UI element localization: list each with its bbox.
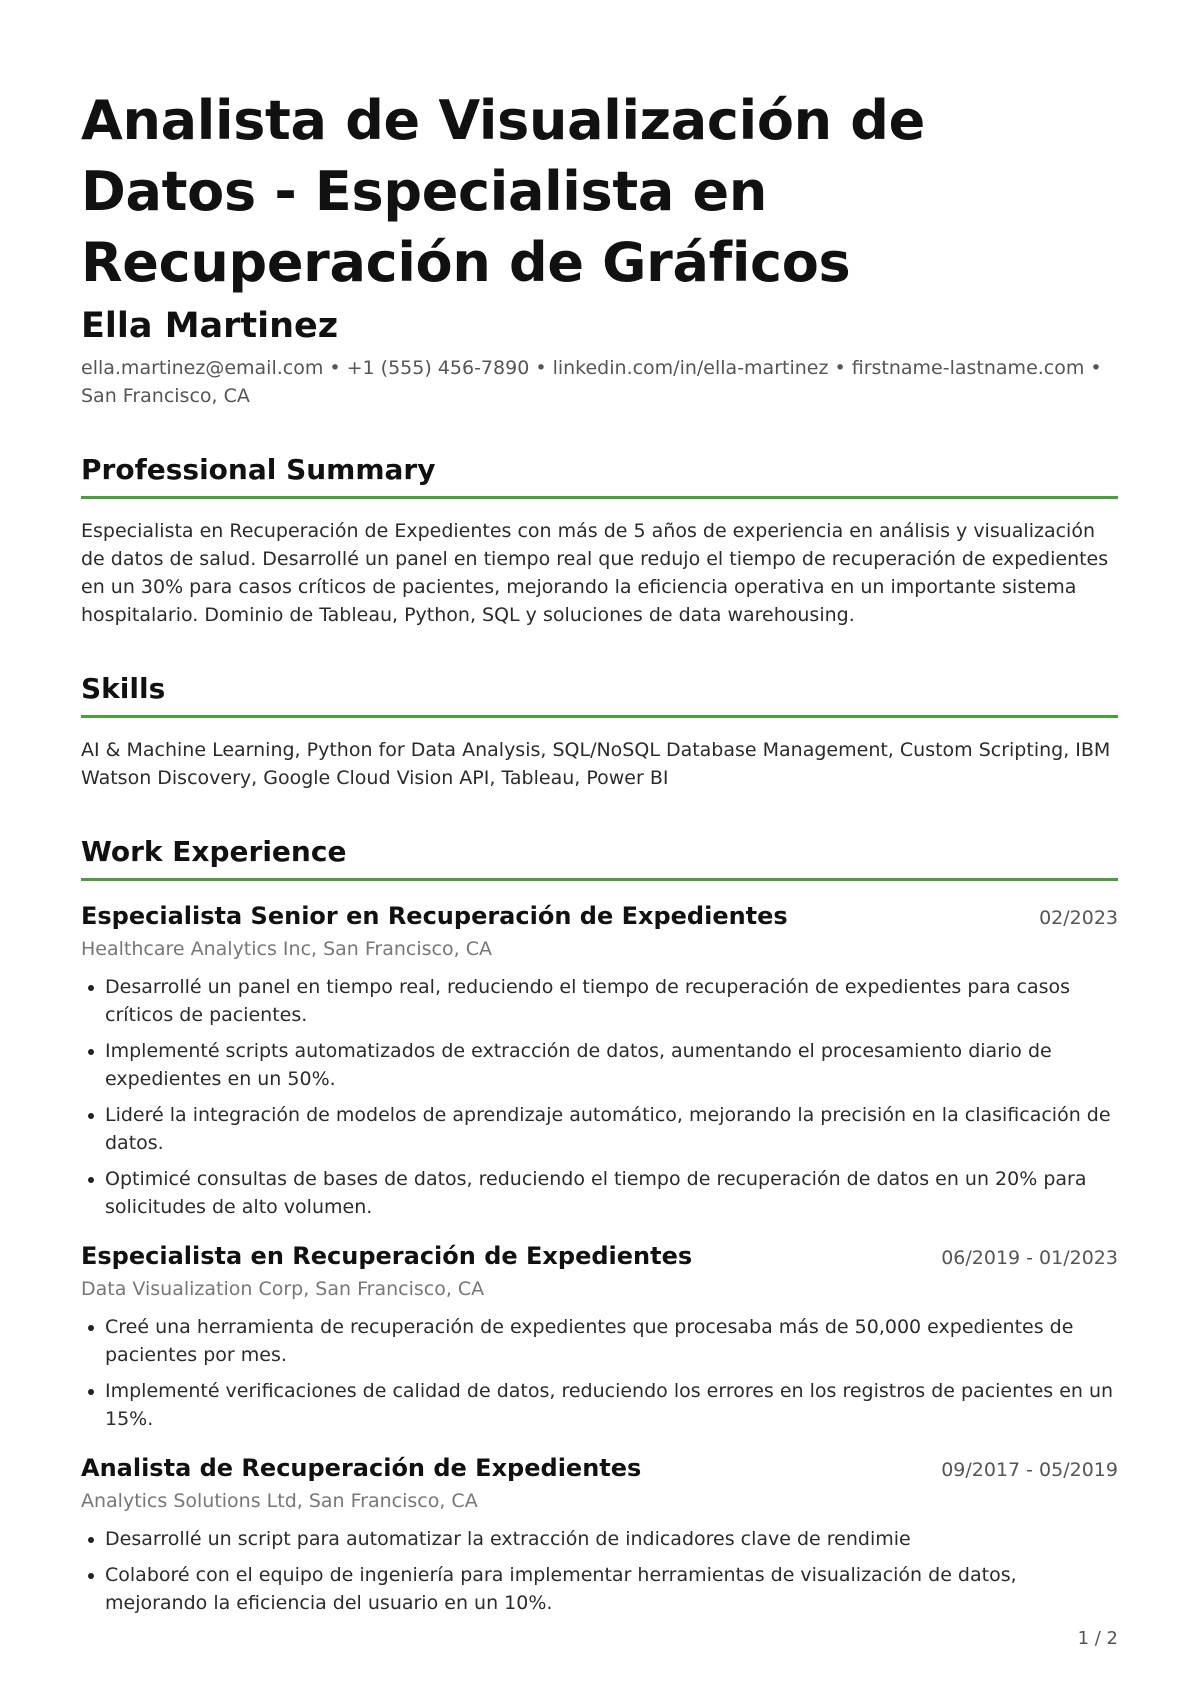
bullet-text: Optimicé consultas de bases de datos, reduciendo el tiempo de recuperación de datos en un 20% para solicitudes de alto volumen. [105,1168,1087,1218]
bullet-dot-icon [88,985,94,991]
job-date: 09/2017 - 05/2019 [941,1459,1118,1481]
job-company: Analytics Solutions Ltd, San Francisco, CA [81,1490,478,1512]
job-bullets [81,1525,1118,1617]
job-bullets [81,1313,1118,1433]
bullet-dot-icon [88,1177,94,1183]
job-header [81,1451,1118,1485]
bullet-item [81,1525,1118,1553]
job-bullets [81,973,1118,1221]
bullet-text: Implementé scripts automatizados de extracción de datos, aumentando el procesamiento diario de expedientes en un 50%. [105,1040,1052,1090]
summary-heading: Professional Summary [81,452,1118,499]
summary-section [81,452,1118,629]
bullet-item [81,1165,1118,1221]
bullet-text: Colaboré con el equipo de ingeniería para implementar herramientas de visualización de datos, mejorando la eficiencia del usuario en un 10%. [105,1564,1017,1614]
bullet-dot-icon [88,1113,94,1119]
bullet-dot-icon [88,1325,94,1331]
bullet-text: Desarrollé un script para automatizar la extracción de indicadores clave de rendimie [105,1528,911,1550]
job-company: Data Visualization Corp, San Francisco, CA [81,1278,485,1300]
experience-section [81,834,1118,1617]
job-header [81,1239,1118,1273]
bullet-item [81,973,1118,1029]
job-entry [81,899,1118,1221]
job-company: Healthcare Analytics Inc, San Francisco, CA [81,938,492,960]
skills-text: AI & Machine Learning, Python for Data Analysis, SQL/NoSQL Database Management, Custom Scripting, IBM Watson Discovery, Google Cloud Vision API, Tableau, Power BI [81,739,1111,789]
resume-title: Analista de Visualización de Datos - Especialista en Recuperación de Gráficos [81,89,925,294]
bullet-dot-icon [88,1573,94,1579]
bullet-text: Creé una herramienta de recuperación de expedientes que procesaba más de 50,000 expedientes de pacientes por mes. [105,1316,1074,1366]
bullet-text: Desarrollé un panel en tiempo real, reduciendo el tiempo de recuperación de expedientes para casos críticos de pacientes. [105,976,1071,1026]
bullet-item [81,1037,1118,1093]
bullet-item [81,1313,1118,1369]
bullet-item [81,1101,1118,1157]
contact-line: ella.martinez@email.com • +1 (555) 456-7890 • linkedin.com/in/ella-martinez • firstname-lastname.com • San Francisco, CA [81,357,1102,407]
job-header [81,899,1118,933]
skills-section [81,671,1118,792]
job-role: Especialista Senior en Recuperación de Expedientes [81,902,788,930]
job-role: Analista de Recuperación de Expedientes [81,1454,642,1482]
job-date: 02/2023 [1039,907,1118,929]
page-number: 1 / 2 [1077,1628,1118,1649]
resume-page [81,85,1118,1625]
bullet-text: Implementé verificaciones de calidad de datos, reduciendo los errores en los registros de pacientes en un 15%. [105,1380,1114,1430]
bullet-dot-icon [88,1389,94,1395]
skills-heading: Skills [81,671,1118,718]
candidate-name: Ella Martinez [81,306,339,346]
bullet-dot-icon [88,1537,94,1543]
bullet-dot-icon [88,1049,94,1055]
job-role: Especialista en Recuperación de Expedientes [81,1242,693,1270]
job-date: 06/2019 - 01/2023 [941,1247,1118,1269]
experience-heading: Work Experience [81,834,1118,881]
bullet-item [81,1561,1118,1617]
job-entry [81,1451,1118,1617]
summary-text: Especialista en Recuperación de Expedientes con más de 5 años de experiencia en análisis y visualización de datos de salud. Desarrollé un panel en tiempo real que redujo el tiempo de recuperación de expedientes en un 30% para casos críticos de pacientes, mejorando la eficiencia operativa en un importante sistema hospitalario. Dominio de Tableau, Python, SQL y soluciones de data warehousing. [81,520,1109,626]
bullet-text: Lideré la integración de modelos de aprendizaje automático, mejorando la precisión en la clasificación de datos. [105,1104,1111,1154]
bullet-item [81,1377,1118,1433]
job-entry [81,1239,1118,1433]
